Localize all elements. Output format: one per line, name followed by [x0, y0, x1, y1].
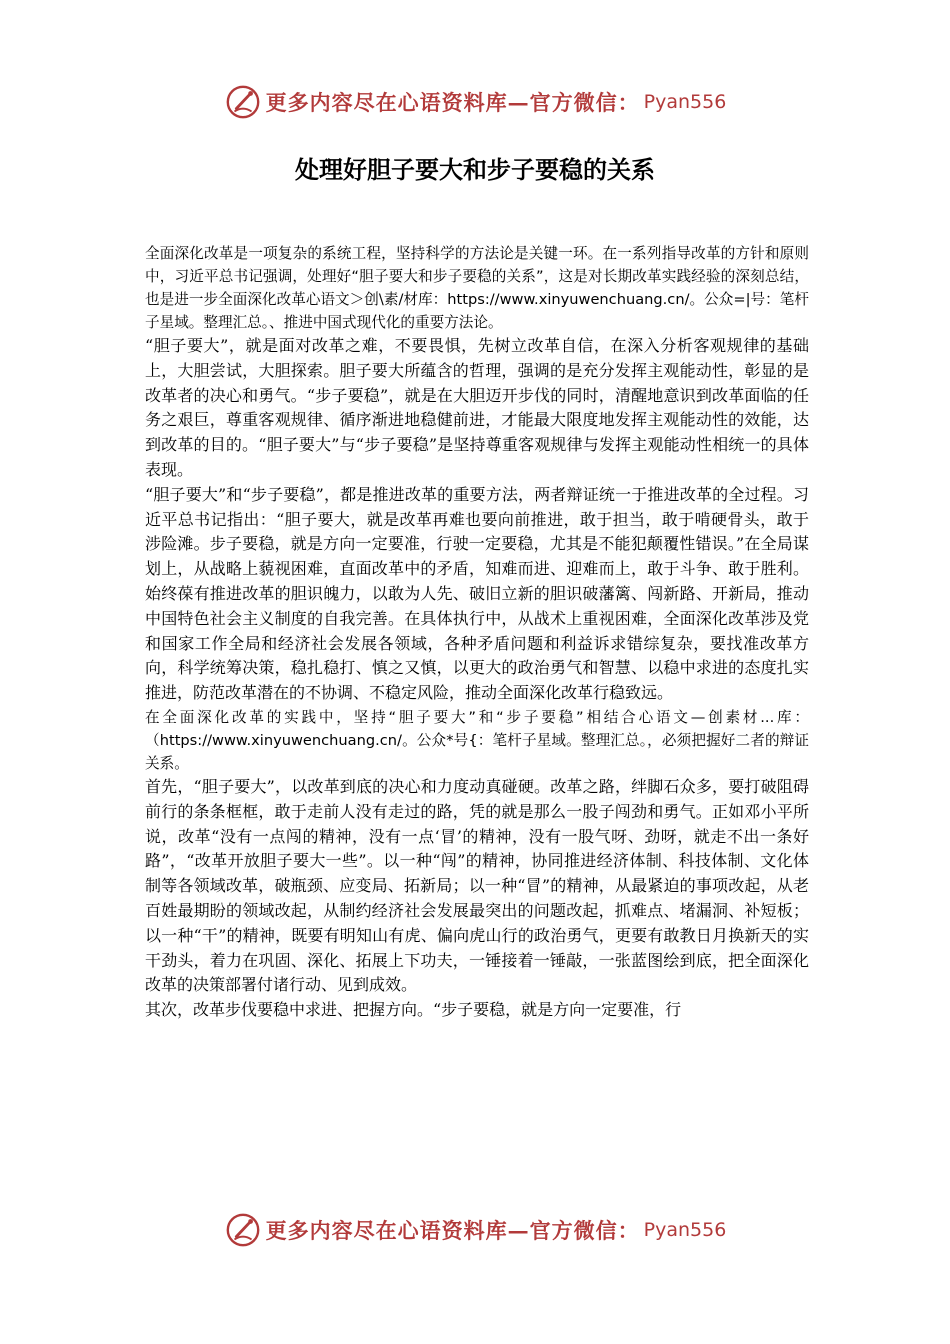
footer-wechat-id: Pyan556	[643, 1219, 727, 1241]
header-wechat-id: Pyan556	[643, 91, 727, 113]
footer-banner	[0, 1210, 950, 1250]
paragraph-practice: 在全面深化改革的实践中，坚持“胆子要大”和“步子要稳”相结合心语文—创素材...库：（https://www.xinyuwenchuang.cn/。公众*号{：笔杆子星域。整理汇总。，必须把握好二者的辩证关系。	[145, 708, 809, 772]
header-banner-text: 更多内容尽在心语资料库—官方微信：	[265, 90, 640, 115]
page-title: 处理好胆子要大和步子要稳的关系	[295, 155, 655, 184]
paragraph-bold-steady-definition: “胆子要大”，就是面对改革之难，不要畏惧，先树立改革自信，在深入分析客观规律的基础上，大胆尝试，大胆探索。胆子要大所蕴含的哲理，强调的是充分发挥主观能动性，彰显的是改革者的决心和勇气。“步子要稳”，就是在大胆迈开步伐的同时，清醒地意识到改革面临的任务之艰巨，尊重客观规律、循序渐进地稳健前进，才能最大限度地发挥主观能动性的效能，达到改革的目的。“胆子要大”与“步子要稳”是坚持尊重客观规律与发挥主观能动性相统一的具体表现。	[145, 336, 809, 479]
paragraph-intro: 全面深化改革是一项复杂的系统工程，坚持科学的方法论是关键一环。在一系列指导改革的方针和原则中，习近平总书记强调，处理好“胆子要大和步子要稳的关系”，这是对长期改革实践经验的深刻总结，也是进一步全面深化改革心语文＞创\素/材库：https://www.xinyuwenchuang.cn/。公众=|号：笔杆子星域。整理汇总。、推进中国式现代化的重要方法论。	[145, 245, 809, 331]
paragraph-second: 其次，改革步伐要稳中求进、把握方向。“步子要稳，就是方向一定要准，行	[145, 1000, 682, 1020]
logo-icon	[224, 83, 262, 121]
paragraph-first: 首先，“胆子要大”，以改革到底的决心和力度动真碰硬。改革之路，绊脚石众多，要打破阻碍前行的条条框框，敢于走前人没有走过的路，凭的就是那么一股子闯劲和勇气。正如邓小平所说，改革“没有一点闯的精神，没有一点‘冒’的精神，没有一股气呀、劲呀，就走不出一条好路”，“改革开放胆子要大一些”。以一种“闯”的精神，协同推进经济体制、科技体制、文化体制等各领域改革，破瓶颈、应变局、拓新局；以一种“冒”的精神，从最紧迫的事项改起，从老百姓最期盼的领域改起，从制约经济社会发展最突出的问题改起，抓难点、堵漏洞、补短板；以一种“干”的精神，既要有明知山有虎、偏向虎山行的政治勇气，更要有敢教日月换新天的实干劲头，着力在巩固、深化、拓展上下功夫，一锤接着一锤敲，一张蓝图绘到底，把全面深化改革的决策部署付诸行动、见到成效。	[145, 776, 809, 995]
paragraph-dialectical-unity: “胆子要大”和“步子要稳”，都是推进改革的重要方法，两者辩证统一于推进改革的全过程。习近平总书记指出：“胆子要大，就是改革再难也要向前推进，敢于担当，敢于啃硬骨头，敢于涉险滩。步子要稳，就是方向一定要准，行驶一定要稳，尤其是不能犯颠覆性错误。”在全局谋划上，从战略上藐视困难，直面改革中的矛盾，知难而进、迎难而上，敢于斗争、敢于胜利。始终葆有推进改革的胆识魄力，以敢为人先、破旧立新的胆识破藩篱、闯新路、开新局，推动中国特色社会主义制度的自我完善。在具体执行中，从战术上重视困难，全面深化改革涉及党和国家工作全局和经济社会发展各领域，各种矛盾问题和利益诉求错综复杂，要找准改革方向，科学统筹决策，稳扎稳打、慎之又慎，以更大的政治勇气和智慧、以稳中求进的态度扎实推进，防范改革潜在的不协调、不稳定风险，推动全面深化改革行稳致远。	[145, 484, 809, 703]
footer-banner-text: 更多内容尽在心语资料库—官方微信：	[265, 1218, 640, 1243]
logo-icon	[224, 1211, 262, 1249]
article-body	[145, 242, 809, 1023]
header-banner	[0, 82, 950, 122]
